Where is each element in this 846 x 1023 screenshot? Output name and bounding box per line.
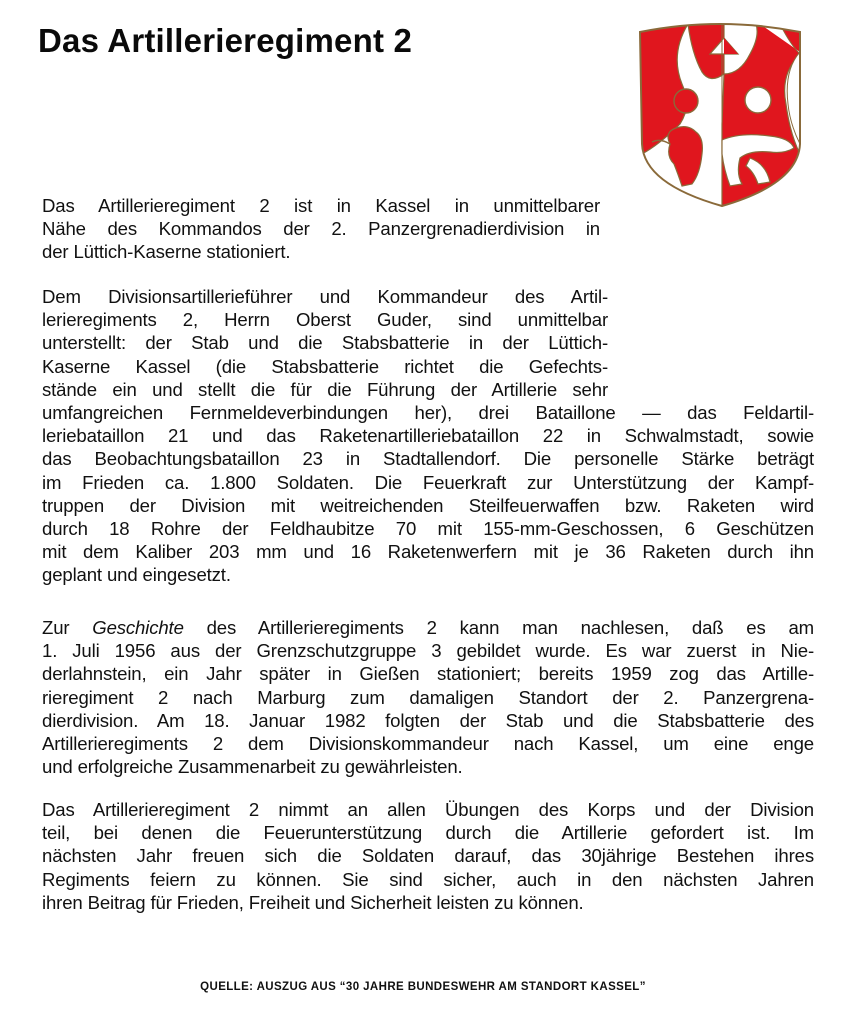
text-line: rieregiment 2 nach Marburg zum damaligen Standort der 2. Panzergrena-: [42, 686, 814, 708]
emphasis-geschichte: Geschichte: [92, 617, 184, 638]
text-line: Artillerieregiments 2 dem Divisionskommandeur nach Kassel, um eine enge: [42, 733, 814, 755]
text-line: durch 18 Rohre der Feldhaubitze 70 mit 155-mm-Geschossen, 6 Geschützen: [42, 518, 814, 540]
paragraph-organisation: [42, 285, 814, 587]
coat-of-arms-icon: [630, 14, 810, 214]
text-line: derlahnstein, ein Jahr später in Gießen stationiert; bereits 1959 zog das Artille-: [42, 663, 814, 685]
text-line: 1. Juli 1956 aus der Grenzschutzgruppe 3 gebildet wurde. Es war zuerst in Nie-: [42, 640, 814, 662]
text-line: leriebataillon 21 und das Raketenartilleriebataillon 22 in Schwalmstadt, sowie: [42, 425, 814, 447]
text-line: Das Artillerieregiment 2 ist in Kassel in unmittelbarer: [42, 195, 600, 216]
text-line: Das Artillerieregiment 2 nimmt an allen Übungen des Korps und der Division: [42, 799, 814, 820]
text-line: im Frieden ca. 1.800 Soldaten. Die Feuerkraft zur Unterstützung der Kampf-: [42, 471, 814, 493]
text-line: truppen der Division mit weitreichenden Steilfeuerwaffen bzw. Raketen wird: [42, 494, 814, 516]
paragraph-history: [42, 616, 814, 778]
text-line: nächsten Jahr freuen sich die Soldaten darauf, das 30jährige Bestehen ihres: [42, 845, 814, 867]
text-line: und erfolgreiche Zusammenarbeit zu gewährleisten.: [42, 756, 463, 778]
text-line: umfangreichen Fernmeldeverbindungen her), drei Bataillone — das Feldartil-: [42, 402, 814, 424]
text-line: ihren Beitrag für Frieden, Freiheit und Sicherheit leisten zu können.: [42, 891, 584, 913]
text-line: der Lüttich-Kaserne stationiert.: [42, 241, 291, 263]
text-run: Zur: [42, 617, 93, 638]
paragraph-intro: [42, 194, 600, 264]
text-line: Nähe des Kommandos der 2. Panzergrenadierdivision in: [42, 218, 600, 240]
page-title: Das Artillerieregiment 2: [38, 22, 413, 59]
text-line: unterstellt: der Stab und die Stabsbatterie in der Lüttich-: [42, 332, 608, 354]
paragraph-outlook: [42, 798, 814, 914]
text-line: geplant und eingesetzt.: [42, 564, 231, 586]
text-line: Regiments feiern zu können. Sie sind sicher, auch in den nächsten Jahren: [42, 868, 814, 890]
text-line: das Beobachtungsbataillon 23 in Stadtallendorf. Die personelle Stärke beträgt: [42, 448, 814, 470]
text-line: Dem Divisionsartillerieführer und Kommandeur des Artil-: [42, 286, 608, 307]
text-line: [42, 616, 814, 639]
text-line: mit dem Kaliber 203 mm und 16 Raketenwerfern mit je 36 Raketen durch ihn: [42, 541, 814, 563]
text-line: Kaserne Kassel (die Stabsbatterie richtet die Gefechts-: [42, 355, 608, 377]
source-citation: QUELLE: AUSZUG AUS “30 JAHRE BUNDESWEHR AM STANDORT KASSEL”: [200, 981, 646, 993]
text-line: dierdivision. Am 18. Januar 1982 folgten der Stab und die Stabsbatterie des: [42, 709, 814, 731]
text-line: lerieregiments 2, Herrn Oberst Guder, sind unmittelbar: [42, 309, 608, 331]
text-run: des Artillerieregiments 2 kann man nachlesen, daß es am: [183, 617, 814, 638]
text-line: stände ein und stellt die für die Führung der Artillerie sehr: [42, 378, 608, 400]
text-line: teil, bei denen die Feuerunterstützung durch die Artillerie gefordert ist. Im: [42, 822, 814, 844]
